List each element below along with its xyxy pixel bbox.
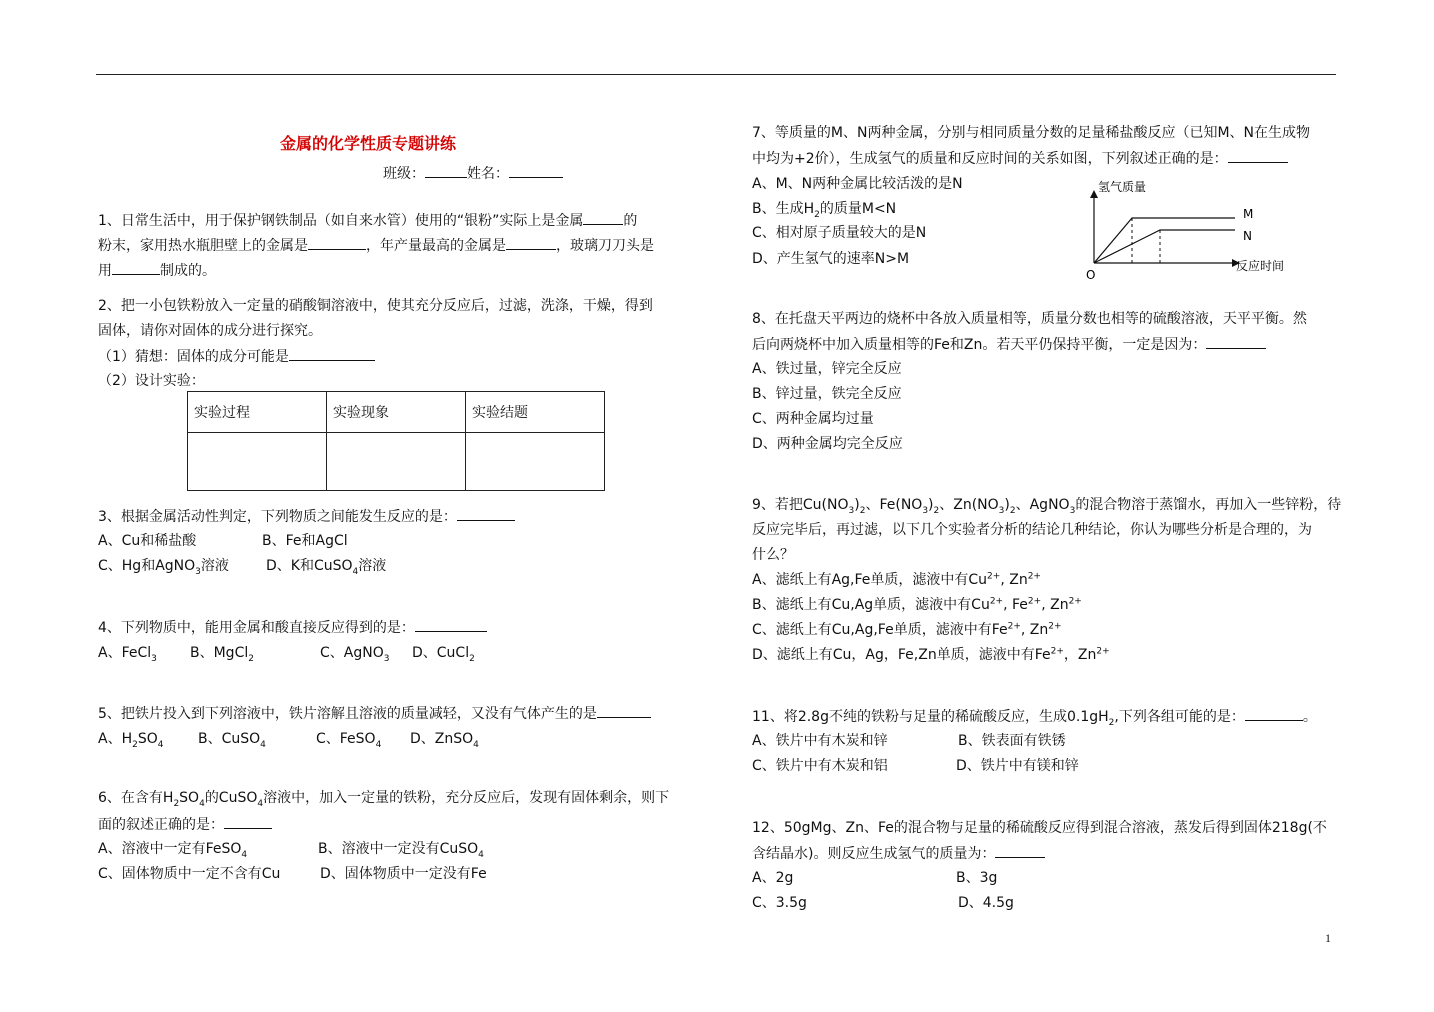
q1-line2: 粉末，家用热水瓶胆壁上的金属是 ，年产量最高的金属是 ，玻璃刀刀头是 — [98, 238, 654, 254]
q5-option-a: A、$H_2SO_4$ — [98, 731, 164, 750]
class-label: 班级： — [383, 166, 425, 182]
q8-option-b: B、锌过量，铁完全反应 — [752, 386, 902, 402]
q9-option-a: A、滤纸上有Ag,Fe单质，滤液中有$Cu^{2+}$, $Zn^{2+}$ — [752, 571, 1041, 588]
q3-option-a: A、Cu和稀盐酸 — [98, 533, 197, 549]
q8-option-d: D、两种金属均完全反应 — [752, 436, 903, 452]
q1-blank4[interactable] — [112, 261, 160, 275]
q11-option-d: D、铁片中有镁和锌 — [956, 758, 1079, 774]
header-rule — [96, 74, 1336, 75]
series-label-m: M — [1243, 207, 1254, 221]
q12-option-b: B、3g — [956, 870, 998, 886]
q7-line2: 中均为+2价），生成氢气的质量和反应时间的关系如图，下列叙述正确的是： — [752, 149, 1288, 168]
series-label-n: N — [1243, 229, 1252, 243]
q7-line1: 7、等质量的M、N两种金属，分别与相同质量分数的足量稀盐酸反应（已知M、N在生成物 — [752, 125, 1311, 141]
name-blank[interactable] — [509, 164, 563, 178]
q9-line2: 反应完毕后，再过滤，以下几个实验者分析的结论几种结论，你认为哪些分析是合理的，为 — [752, 522, 1312, 538]
q6-option-c: C、固体物质中一定不含有Cu — [98, 866, 281, 882]
q2-design: （2）设计实验： — [98, 373, 205, 389]
q6-blank[interactable] — [224, 815, 272, 829]
q8-option-a: A、铁过量，锌完全反应 — [752, 361, 902, 377]
q5-option-b: B、CuSO$_4$ — [198, 731, 266, 750]
q8-line2: 后向两烧杯中加入质量相等的Fe和Zn。若天平仍保持平衡，一定是因为： — [752, 335, 1266, 354]
q3-option-b: B、Fe和AgCl — [262, 533, 348, 549]
q1-blank1[interactable] — [583, 211, 623, 225]
q3-option-d: D、K和CuSO$_4$溶液 — [266, 558, 387, 577]
q11-option-b: B、铁表面有铁锈 — [958, 733, 1066, 749]
q5-option-c: C、FeSO$_4$ — [316, 731, 382, 750]
q12-line1: 12、50gMg、Zn、Fe的混合物与足量的稀硫酸反应得到混合溶液，蒸发后得到固体218g(不 — [752, 820, 1327, 836]
q9-line1: 9、若把$Cu(NO_3)_2$、$Fe(NO_3)_2$、$Zn(NO_3)_2$、AgNO$_3$的混合物溶于蒸馏水，再加入一些锌粉，待 — [752, 497, 1342, 516]
q4-option-c: C、AgNO$_3$ — [320, 645, 390, 664]
q8-option-c: C、两种金属均过量 — [752, 411, 874, 427]
q7-option-c: C、相对原子质量较大的是N — [752, 225, 927, 241]
q3-stem: 3、根据金属活动性判定，下列物质之间能发生反应的是： — [98, 507, 515, 526]
y-axis-label: 氢气质量 — [1098, 180, 1147, 194]
q9-option-b: B、滤纸上有Cu,Ag单质，滤液中有$Cu^{2+}$, $Fe^{2+}$, $Zn^{2+}$ — [752, 596, 1082, 613]
line-m — [1094, 218, 1235, 263]
class-blank[interactable] — [425, 164, 467, 178]
q12-option-c: C、3.5g — [752, 895, 807, 911]
q4-option-a: A、FeCl$_3$ — [98, 645, 157, 664]
q3-blank[interactable] — [457, 507, 515, 521]
q12-option-d: D、4.5g — [958, 895, 1014, 911]
q9-option-d: D、滤纸上有Cu，Ag，Fe,Zn单质，滤液中有$Fe^{2+}$，$Zn^{2+}$ — [752, 646, 1110, 663]
q1-line1: 1、日常生活中，用于保护钢铁制品（如自来水管）使用的“银粉”实际上是金属 的 — [98, 213, 638, 229]
q2-line1: 2、把一小包铁粉放入一定量的硝酸铜溶液中，使其充分反应后，过滤，洗涤，干燥，得到 — [98, 298, 653, 314]
q9-option-c: C、滤纸上有Cu,Ag,Fe单质，滤液中有$Fe^{2+}$, $Zn^{2+}$ — [752, 621, 1062, 638]
name-label: 姓名： — [467, 166, 509, 182]
q6-option-b: B、溶液中一定没有CuSO$_4$ — [318, 841, 484, 860]
class-name-line — [383, 164, 563, 183]
origin-label: O — [1086, 268, 1096, 282]
experiment-table — [187, 391, 605, 491]
q2-guess: （1）猜想：固体的成分可能是 — [98, 347, 375, 366]
table-cell[interactable] — [466, 433, 605, 491]
q5-option-d: D、ZnSO$_4$ — [410, 731, 479, 750]
q6-line2: 面的叙述正确的是： — [98, 815, 272, 834]
q7-option-d: D、产生氢气的速率N>M — [752, 251, 910, 267]
q6-option-d: D、固体物质中一定没有Fe — [320, 866, 487, 882]
q1-blank2[interactable] — [308, 236, 366, 250]
table-header: 实验现象 — [327, 392, 466, 433]
page-title: 金属的化学性质专题讲练 — [280, 134, 457, 153]
table-cell[interactable] — [327, 433, 466, 491]
q9-line3: 什么？ — [752, 547, 794, 563]
q6-line1: 6、在含有$H_2SO_4$的CuSO$_4$溶液中，加入一定量的铁粉，充分反应后，发现有固体剩余，则下 — [98, 790, 670, 809]
q11-blank[interactable] — [1245, 707, 1303, 721]
q5-stem: 5、把铁片投入到下列溶液中，铁片溶解且溶液的质量减轻，又没有气体产生的是 — [98, 704, 651, 723]
q11-option-a: A、铁片中有木炭和锌 — [752, 733, 888, 749]
q4-stem: 4、下列物质中，能用金属和酸直接反应得到的是： — [98, 618, 487, 637]
q6-option-a: A、溶液中一定有FeSO$_4$ — [98, 841, 248, 860]
q2-line2: 固体，请你对固体的成分进行探究。 — [98, 323, 322, 339]
q4-option-b: B、MgCl$_2$ — [190, 645, 254, 664]
q12-blank[interactable] — [995, 844, 1045, 858]
q1-blank3[interactable] — [506, 236, 556, 250]
q11-stem: 11、将2.8g不纯的铁粉与足量的稀硫酸反应，生成$0.1gH_2$,下列各组可能的是： 。 — [752, 709, 1317, 728]
q11-option-c: C、铁片中有木炭和铝 — [752, 758, 888, 774]
q5-blank[interactable] — [597, 704, 651, 718]
y-axis-arrow-icon — [1090, 190, 1098, 198]
hydrogen-mass-graph — [1080, 176, 1300, 284]
x-axis-label: 反应时间 — [1236, 259, 1285, 273]
q7-option-b: B、生成$H_2$的质量M<N — [752, 201, 897, 220]
q12-line2: 含结晶水)。则反应生成氢气的质量为： — [752, 844, 1045, 863]
q12-option-a: A、2g — [752, 870, 794, 886]
q3-option-c: C、Hg和AgNO$_3$溶液 — [98, 558, 229, 577]
table-header: 实验过程 — [188, 392, 327, 433]
table-header: 实验结题 — [466, 392, 605, 433]
q4-blank[interactable] — [415, 618, 487, 632]
page-number: 1 — [1325, 931, 1331, 945]
line-n — [1094, 230, 1235, 263]
q8-blank[interactable] — [1206, 335, 1266, 349]
q2-blank[interactable] — [289, 347, 375, 361]
q7-blank[interactable] — [1228, 149, 1288, 163]
q7-option-a: A、M、N两种金属比较活泼的是N — [752, 176, 963, 192]
q4-option-d: D、CuCl$_2$ — [412, 645, 475, 664]
q8-line1: 8、在托盘天平两边的烧杯中各放入质量相等，质量分数也相等的硫酸溶液，天平平衡。然 — [752, 311, 1307, 327]
q1-line3: 用 制成的。 — [98, 263, 216, 279]
table-cell[interactable] — [188, 433, 327, 491]
